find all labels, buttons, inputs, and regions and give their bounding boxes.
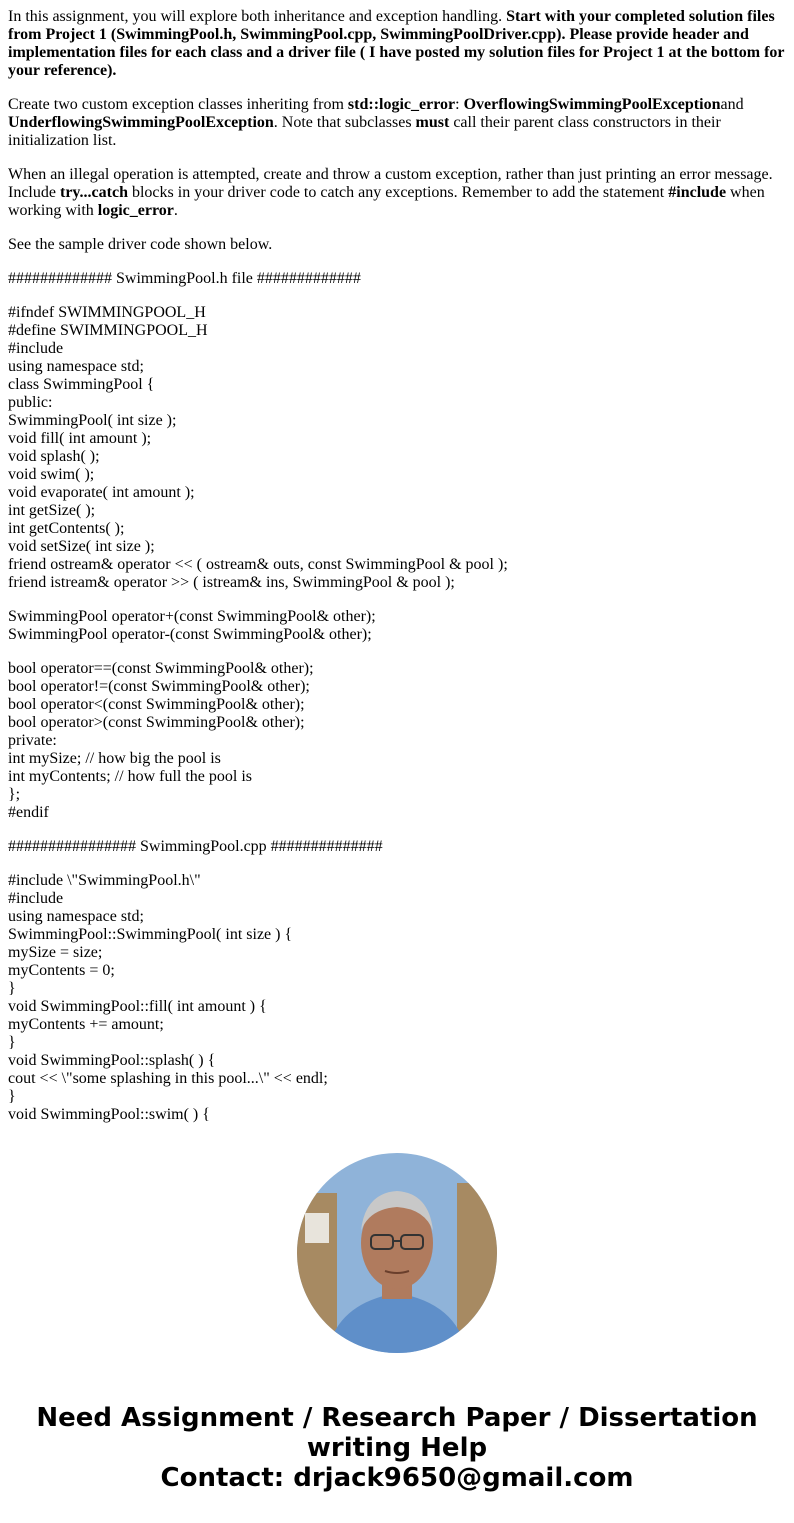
blank-line bbox=[8, 592, 788, 608]
intro-bold-text: Start with your completed solution files from Project 1 (SwimmingPool.h, SwimmingPool.cpp, SwimmingPoolDriver.cpp). Please provide header and implementation files for each class and a driver file ( I have posted my solution files for Project 1 at the bottom for your reference). bbox=[8, 8, 785, 79]
must-term: must bbox=[415, 114, 450, 131]
contact-banner bbox=[0, 1403, 794, 1493]
try-catch-paragraph bbox=[8, 166, 788, 220]
overflow-exception-term: OverflowingSwimmingPoolException bbox=[463, 96, 721, 113]
code-line: }; bbox=[8, 786, 21, 803]
logic-error-term: std::logic_error bbox=[347, 96, 456, 113]
code-block bbox=[8, 608, 788, 644]
code-line: SwimmingPool::SwimmingPool( int size ) { bbox=[8, 926, 293, 943]
banner-line-1: Need Assignment / Research Paper / Dissertation bbox=[36, 1403, 758, 1433]
code-line: myContents = 0; bbox=[8, 962, 115, 979]
header-file-heading: ############# SwimmingPool.h file ############# bbox=[8, 270, 361, 287]
blank-line bbox=[8, 644, 788, 660]
text-fragment: : bbox=[455, 96, 464, 113]
code-line: SwimmingPool( int size ); bbox=[8, 412, 177, 429]
text-fragment: and bbox=[720, 96, 744, 113]
underflow-exception-term: UnderflowingSwimmingPoolException bbox=[8, 114, 274, 131]
code-line: bool operator!=(const SwimmingPool& other); bbox=[8, 678, 310, 695]
code-line: using namespace std; bbox=[8, 358, 144, 375]
blank-line bbox=[8, 822, 788, 838]
code-line: void swim( ); bbox=[8, 466, 95, 483]
code-line: cout << \"some splashing in this pool...\" << endl; bbox=[8, 1070, 328, 1087]
code-line: SwimmingPool operator-(const SwimmingPool& other); bbox=[8, 626, 372, 643]
code-line: class SwimmingPool { bbox=[8, 376, 155, 393]
code-line: #ifndef SWIMMINGPOOL_H bbox=[8, 304, 206, 321]
text-fragment: Create two custom exception classes inheriting from bbox=[8, 96, 348, 113]
code-line: myContents += amount; bbox=[8, 1016, 164, 1033]
code-line: SwimmingPool operator+(const SwimmingPool& other); bbox=[8, 608, 376, 625]
text-fragment: when working with bbox=[8, 184, 765, 219]
assignment-text bbox=[8, 8, 788, 1124]
intro-paragraph bbox=[8, 8, 788, 80]
text-fragment: blocks in your driver code to catch any exceptions. Remember to add the statement bbox=[127, 184, 669, 201]
person-photo-icon bbox=[297, 1153, 497, 1353]
intro-plain-text: In this assignment, you will explore both inheritance and exception handling. bbox=[8, 8, 507, 25]
text-fragment: When an illegal operation is attempted, create and throw a custom exception, rather than just printing an error message. Include bbox=[8, 166, 773, 201]
code-line: using namespace std; bbox=[8, 908, 144, 925]
sample-driver-note: See the sample driver code shown below. bbox=[8, 236, 273, 253]
author-avatar bbox=[297, 1153, 497, 1353]
exception-classes-paragraph bbox=[8, 96, 788, 150]
code-line: } bbox=[8, 1088, 16, 1105]
code-line: void SwimmingPool::fill( int amount ) { bbox=[8, 998, 267, 1015]
code-line: friend istream& operator >> ( istream& ins, SwimmingPool & pool ); bbox=[8, 574, 455, 591]
code-line: void setSize( int size ); bbox=[8, 538, 155, 555]
code-line: } bbox=[8, 980, 16, 997]
code-block bbox=[8, 304, 788, 592]
try-catch-term: try...catch bbox=[59, 184, 128, 201]
include-term: #include bbox=[668, 184, 727, 201]
text-fragment: . Note that subclasses bbox=[273, 114, 416, 131]
code-line: void evaporate( int amount ); bbox=[8, 484, 195, 501]
code-line: bool operator==(const SwimmingPool& other); bbox=[8, 660, 314, 677]
code-line: #include bbox=[8, 340, 64, 357]
code-line: #include \"SwimmingPool.h\" bbox=[8, 872, 201, 889]
code-block bbox=[8, 660, 788, 822]
code-line: int mySize; // how big the pool is bbox=[8, 750, 221, 767]
code-line: void SwimmingPool::splash( ) { bbox=[8, 1052, 216, 1069]
banner-line-3: Contact: drjack9650@gmail.com bbox=[160, 1463, 634, 1493]
code-line: int getSize( ); bbox=[8, 502, 96, 519]
code-line: } bbox=[8, 1034, 16, 1051]
code-line: int getContents( ); bbox=[8, 520, 125, 537]
code-line: void SwimmingPool::swim( ) { bbox=[8, 1106, 210, 1123]
header-file-code bbox=[8, 304, 788, 822]
code-line: #define SWIMMINGPOOL_H bbox=[8, 322, 208, 339]
code-line: public: bbox=[8, 394, 53, 411]
code-line: mySize = size; bbox=[8, 944, 103, 961]
code-line: void fill( int amount ); bbox=[8, 430, 152, 447]
logic-error-name: logic_error bbox=[97, 202, 174, 219]
text-fragment: call their parent class constructors in their initialization list. bbox=[8, 114, 721, 149]
cpp-file-code bbox=[8, 872, 788, 1124]
code-line: private: bbox=[8, 732, 57, 749]
cpp-file-heading: ################ SwimmingPool.cpp ############## bbox=[8, 838, 383, 855]
code-line: bool operator<(const SwimmingPool& other); bbox=[8, 696, 305, 713]
banner-line-2: writing Help bbox=[306, 1433, 488, 1463]
code-line: void splash( ); bbox=[8, 448, 100, 465]
code-line: int myContents; // how full the pool is bbox=[8, 768, 252, 785]
code-line: #endif bbox=[8, 804, 49, 821]
code-line: friend ostream& operator << ( ostream& outs, const SwimmingPool & pool ); bbox=[8, 556, 508, 573]
code-line: #include bbox=[8, 890, 64, 907]
text-fragment: . bbox=[173, 202, 178, 219]
code-line: bool operator>(const SwimmingPool& other); bbox=[8, 714, 305, 731]
